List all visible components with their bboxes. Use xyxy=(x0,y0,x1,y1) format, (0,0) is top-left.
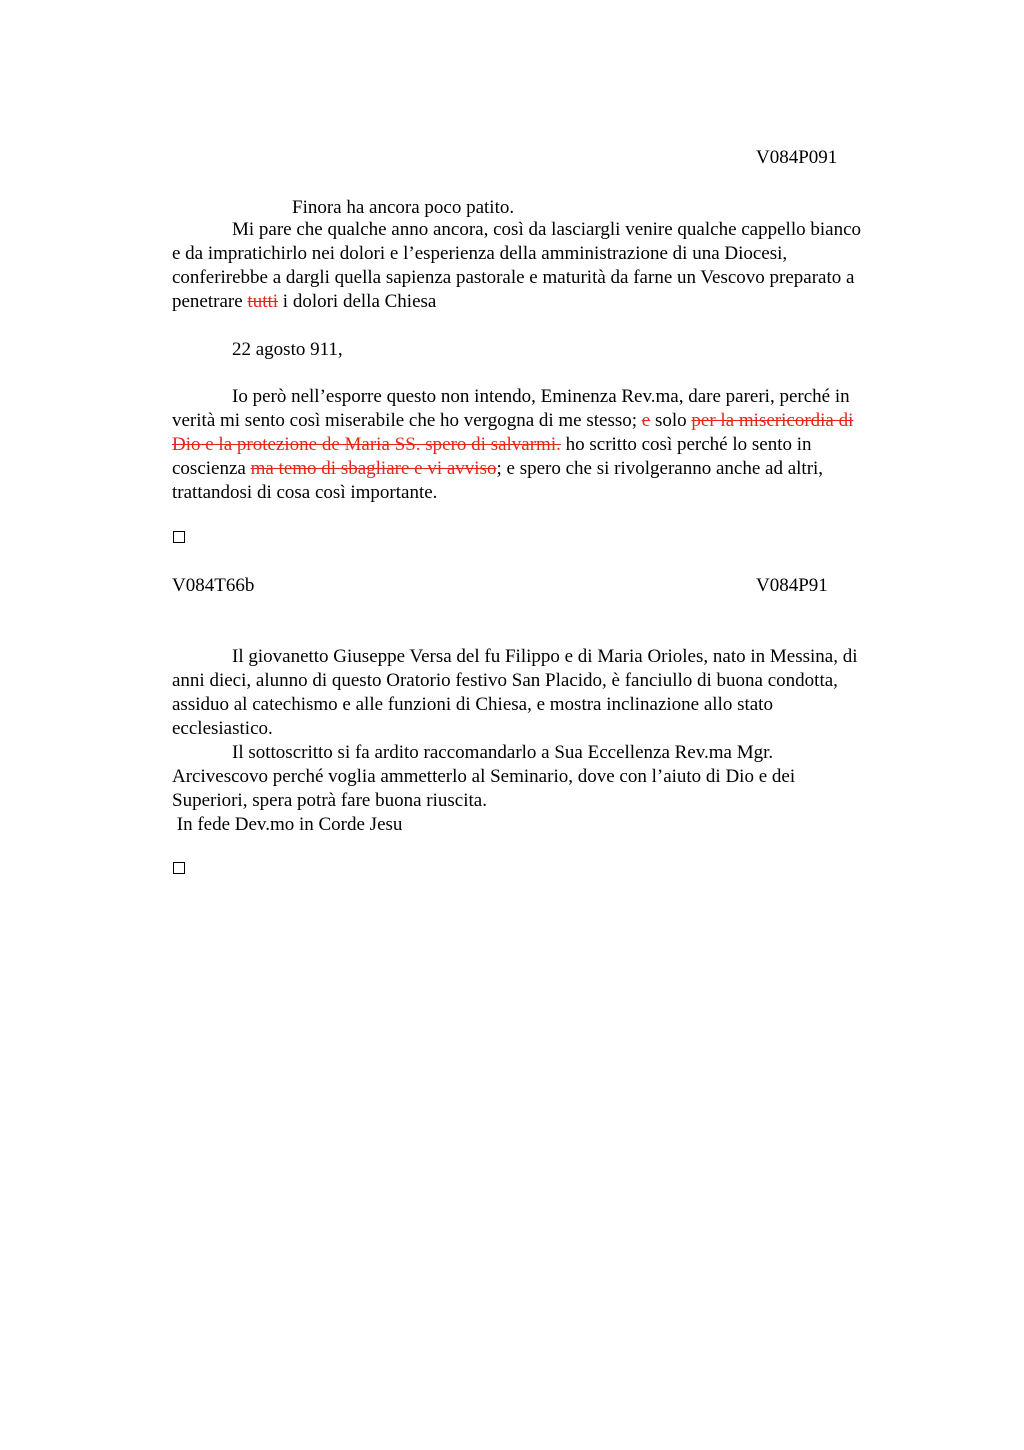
text-fragment: solo xyxy=(650,410,692,431)
paragraph-line: Mi pare che qualche anno ancora, così da lasciargli venire qualche cappello bianco xyxy=(232,219,862,240)
paragraph-line xyxy=(172,433,932,457)
closing-line: In fede Dev.mo in Corde Jesu xyxy=(172,814,403,835)
paragraph-recommendation xyxy=(172,218,932,314)
deleted-text: e xyxy=(641,410,651,431)
text-fragment: penetrare xyxy=(172,291,248,312)
paragraph-line: Superiori, spera potrà fare buona riuscita. xyxy=(172,790,487,811)
deleted-text: ma temo di sbagliare e vi avviso xyxy=(250,458,497,479)
paragraph-line: e da impratichirlo nei dolori e l’esperienza della amministrazione di una Diocesi, xyxy=(172,243,788,264)
paragraph-line: Io però nell’esporre questo non intendo, Eminenza Rev.ma, dare pareri, perché in xyxy=(232,386,850,407)
paragraph-line: Il giovanetto Giuseppe Versa del fu Filippo e di Maria Orioles, nato in Messina, di xyxy=(232,646,858,667)
paragraph-line: ecclesiastico. xyxy=(172,718,273,739)
separator-box xyxy=(173,862,185,874)
opening-line: Finora ha ancora poco patito. xyxy=(292,197,515,218)
text-fragment: ho scritto così perché lo sento in xyxy=(560,434,812,455)
deleted-text: tutti xyxy=(247,291,279,312)
text-fragment: i dolori della Chiesa xyxy=(278,291,437,312)
text-fragment: verità mi sento così miserabile che ho vergogna di me stesso; xyxy=(172,410,642,431)
document-reference-left: V084T66b xyxy=(172,575,255,596)
paragraph-line: Arcivescovo perché voglia ammetterlo al Seminario, dove con l’aiuto di Dio e dei xyxy=(172,766,796,787)
deleted-text: Dio e la protezione de Maria SS. spero di salvarmi. xyxy=(172,434,561,455)
paragraph-line xyxy=(172,290,932,314)
letter-date: 22 agosto 911, xyxy=(232,339,343,360)
text-fragment: coscienza xyxy=(172,458,251,479)
paragraph-opinion xyxy=(172,385,932,505)
deleted-text: per la misericordia di xyxy=(691,410,854,431)
text-fragment: ; e spero che si rivolgeranno anche ad altri, xyxy=(496,458,824,479)
paragraph-student xyxy=(172,645,932,837)
paragraph-line xyxy=(172,457,932,481)
paragraph-line: trattandosi di cosa così importante. xyxy=(172,482,438,503)
paragraph-line: anni dieci, alunno di questo Oratorio festivo San Placido, è fanciullo di buona condotta, xyxy=(172,670,838,691)
page-reference-top: V084P091 xyxy=(756,147,838,168)
paragraph-line xyxy=(172,409,932,433)
paragraph-line: Il sottoscritto si fa ardito raccomandarlo a Sua Eccellenza Rev.ma Mgr. xyxy=(232,742,774,763)
page-reference-right: V084P91 xyxy=(756,575,828,596)
paragraph-line: assiduo al catechismo e alle funzioni di Chiesa, e mostra inclinazione allo stato xyxy=(172,694,773,715)
separator-box xyxy=(173,531,185,543)
paragraph-line: conferirebbe a dargli quella sapienza pastorale e maturità da farne un Vescovo preparato a xyxy=(172,267,855,288)
